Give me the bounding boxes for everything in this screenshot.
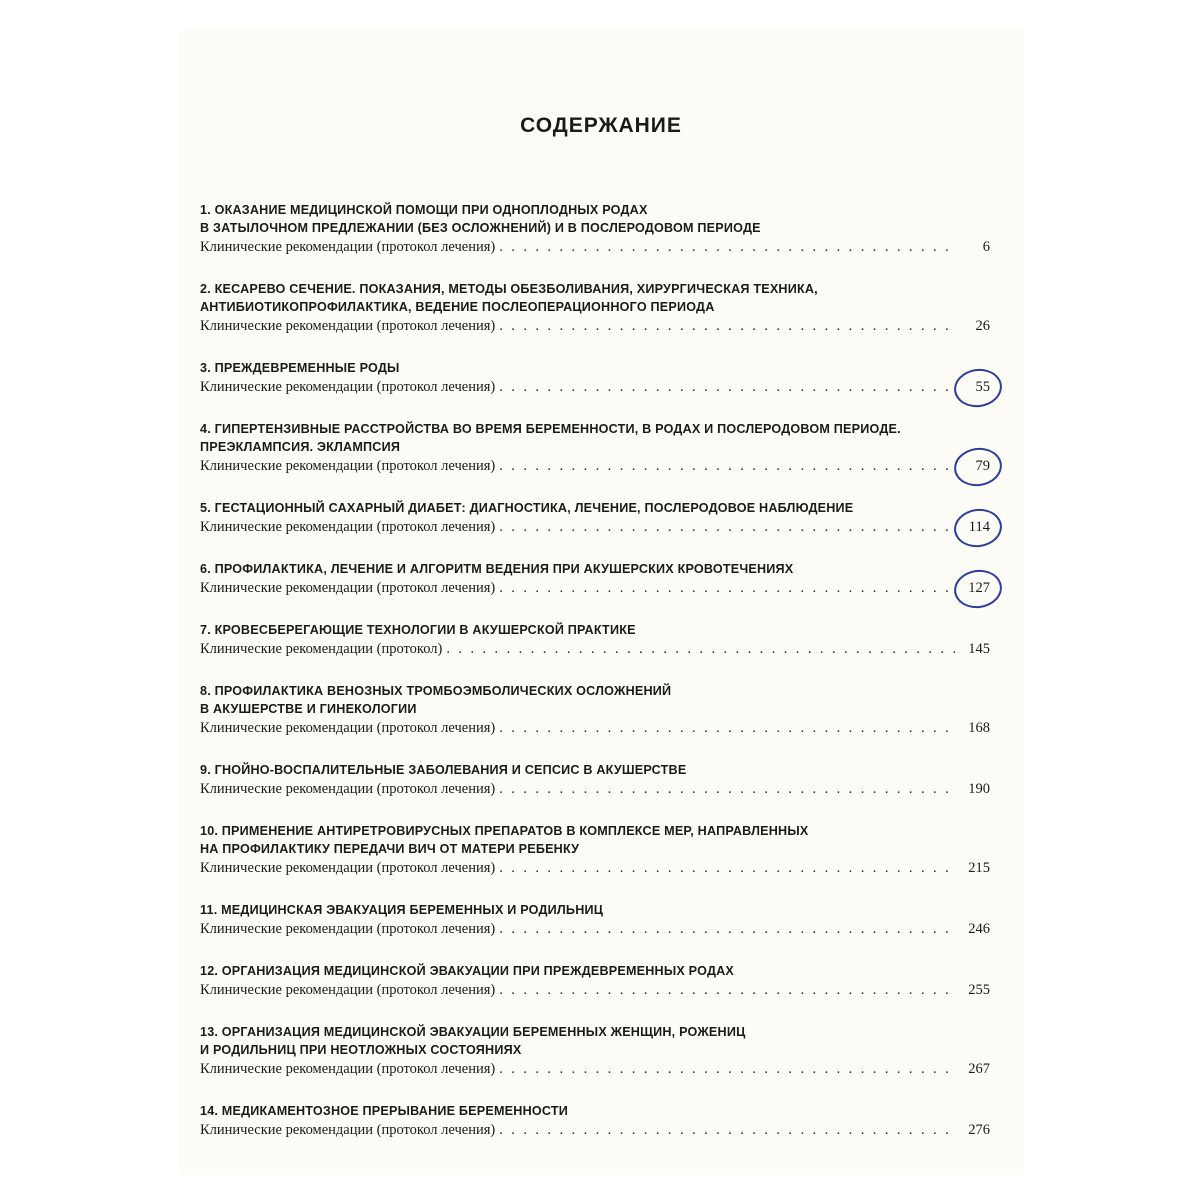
toc-heading-line: 5. ГЕСТАЦИОННЫЙ САХАРНЫЙ ДИАБЕТ: ДИАГНОСТИКА, ЛЕЧЕНИЕ, ПОСЛЕРОДОВОЕ НАБЛЮДЕНИЕ bbox=[200, 501, 854, 515]
toc-subtitle: Клинические рекомендации (протокол лечения) bbox=[200, 781, 496, 797]
toc-page-number: 190 bbox=[968, 781, 990, 797]
toc-dot-leader bbox=[499, 456, 957, 476]
toc-entry-heading bbox=[200, 901, 990, 919]
toc-dot-leader bbox=[499, 578, 957, 598]
toc-heading-line: И РОДИЛЬНИЦ ПРИ НЕОТЛОЖНЫХ СОСТОЯНИЯХ bbox=[200, 1043, 522, 1057]
toc-entry-heading bbox=[200, 682, 990, 718]
toc-dot-leader bbox=[499, 377, 957, 397]
toc-entry-heading bbox=[200, 621, 990, 639]
toc-page-number: 276 bbox=[968, 1122, 990, 1138]
toc-dot-leader bbox=[499, 718, 957, 738]
toc-entry bbox=[200, 962, 990, 1000]
toc-heading-line: В ЗАТЫЛОЧНОМ ПРЕДЛЕЖАНИИ (БЕЗ ОСЛОЖНЕНИЙ) И В ПОСЛЕРОДОВОМ ПЕРИОДЕ bbox=[200, 221, 761, 235]
toc-entry bbox=[200, 499, 990, 537]
toc-heading-line: 13. ОРГАНИЗАЦИЯ МЕДИЦИНСКОЙ ЭВАКУАЦИИ БЕРЕМЕННЫХ ЖЕНЩИН, РОЖЕНИЦ bbox=[200, 1025, 746, 1039]
toc-leader-row bbox=[200, 858, 990, 878]
toc-page-number: 6 bbox=[982, 239, 990, 255]
toc-heading-line: 1. ОКАЗАНИЕ МЕДИЦИНСКОЙ ПОМОЩИ ПРИ ОДНОПЛОДНЫХ РОДАХ bbox=[200, 203, 648, 217]
toc-subtitle: Клинические рекомендации (протокол лечения) bbox=[200, 1122, 496, 1138]
toc-entry bbox=[200, 761, 990, 799]
toc-entry bbox=[200, 901, 990, 939]
toc-heading-line: 6. ПРОФИЛАКТИКА, ЛЕЧЕНИЕ И АЛГОРИТМ ВЕДЕНИЯ ПРИ АКУШЕРСКИХ КРОВОТЕЧЕНИЯХ bbox=[200, 562, 794, 576]
toc-entry-heading bbox=[200, 359, 990, 377]
toc-heading-line: АНТИБИОТИКОПРОФИЛАКТИКА, ВЕДЕНИЕ ПОСЛЕОПЕРАЦИОННОГО ПЕРИОДА bbox=[200, 300, 715, 314]
toc-entry bbox=[200, 682, 990, 738]
toc-page-number: 168 bbox=[968, 720, 990, 736]
toc-leader-row bbox=[200, 919, 990, 939]
toc-entry-heading bbox=[200, 280, 990, 316]
table-of-contents bbox=[200, 201, 990, 1163]
toc-entry-heading bbox=[200, 420, 990, 456]
toc-entry bbox=[200, 201, 990, 257]
toc-leader-row bbox=[200, 456, 990, 476]
toc-dot-leader bbox=[499, 517, 957, 537]
toc-leader-row bbox=[200, 1059, 990, 1079]
toc-page-number: 267 bbox=[968, 1061, 990, 1077]
toc-subtitle: Клинические рекомендации (протокол лечения) bbox=[200, 519, 496, 535]
toc-dot-leader bbox=[499, 779, 957, 799]
toc-subtitle: Клинические рекомендации (протокол лечения) bbox=[200, 1061, 496, 1077]
toc-subtitle: Клинические рекомендации (протокол лечения) bbox=[200, 580, 496, 596]
toc-heading-line: 14. МЕДИКАМЕНТОЗНОЕ ПРЕРЫВАНИЕ БЕРЕМЕННОСТИ bbox=[200, 1104, 568, 1118]
toc-page-number: 215 bbox=[968, 860, 990, 876]
toc-subtitle: Клинические рекомендации (протокол лечения) bbox=[200, 318, 496, 334]
toc-entry-heading bbox=[200, 761, 990, 779]
toc-dot-leader bbox=[499, 1059, 957, 1079]
toc-entry bbox=[200, 420, 990, 476]
toc-leader-row bbox=[200, 517, 990, 537]
toc-subtitle: Клинические рекомендации (протокол лечения) bbox=[200, 982, 496, 998]
toc-entry bbox=[200, 1023, 990, 1079]
toc-page-number: 26 bbox=[975, 318, 990, 334]
toc-entry bbox=[200, 560, 990, 598]
toc-heading-line: 4. ГИПЕРТЕНЗИВНЫЕ РАССТРОЙСТВА ВО ВРЕМЯ БЕРЕМЕННОСТИ, В РОДАХ И ПОСЛЕРОДОВОМ ПЕРИОДЕ. bbox=[200, 422, 901, 436]
toc-dot-leader bbox=[499, 237, 957, 257]
toc-page-number: 255 bbox=[968, 982, 990, 998]
toc-dot-leader bbox=[499, 316, 957, 336]
toc-heading-line: 11. МЕДИЦИНСКАЯ ЭВАКУАЦИЯ БЕРЕМЕННЫХ И РОДИЛЬНИЦ bbox=[200, 903, 604, 917]
toc-page-number-circled: 114 bbox=[960, 517, 990, 537]
toc-subtitle: Клинические рекомендации (протокол лечения) bbox=[200, 921, 496, 937]
toc-heading-line: В АКУШЕРСТВЕ И ГИНЕКОЛОГИИ bbox=[200, 702, 417, 716]
toc-leader-row bbox=[200, 1120, 990, 1140]
toc-page-number-circled: 127 bbox=[960, 578, 990, 598]
toc-subtitle: Клинические рекомендации (протокол лечения) bbox=[200, 720, 496, 736]
toc-heading-line: 2. КЕСАРЕВО СЕЧЕНИЕ. ПОКАЗАНИЯ, МЕТОДЫ ОБЕЗБОЛИВАНИЯ, ХИРУРГИЧЕСКАЯ ТЕХНИКА, bbox=[200, 282, 818, 296]
toc-heading-line: ПРЕЭКЛАМПСИЯ. ЭКЛАМПСИЯ bbox=[200, 440, 401, 454]
document-page bbox=[178, 30, 1024, 1175]
toc-entry-heading bbox=[200, 499, 990, 517]
toc-entry-heading bbox=[200, 962, 990, 980]
toc-page-number: 246 bbox=[968, 921, 990, 937]
toc-subtitle: Клинические рекомендации (протокол лечения) bbox=[200, 860, 496, 876]
toc-leader-row bbox=[200, 718, 990, 738]
toc-entry-heading bbox=[200, 1023, 990, 1059]
toc-page-number-circled: 55 bbox=[960, 377, 990, 397]
toc-entry-heading bbox=[200, 822, 990, 858]
toc-dot-leader bbox=[446, 639, 957, 659]
toc-subtitle: Клинические рекомендации (протокол лечения) bbox=[200, 458, 496, 474]
toc-leader-row bbox=[200, 377, 990, 397]
toc-dot-leader bbox=[499, 980, 957, 1000]
toc-entry bbox=[200, 280, 990, 336]
toc-leader-row bbox=[200, 578, 990, 598]
toc-heading-line: 7. КРОВЕСБЕРЕГАЮЩИЕ ТЕХНОЛОГИИ В АКУШЕРСКОЙ ПРАКТИКЕ bbox=[200, 623, 636, 637]
toc-leader-row bbox=[200, 237, 990, 257]
toc-entry bbox=[200, 359, 990, 397]
toc-heading-line: 8. ПРОФИЛАКТИКА ВЕНОЗНЫХ ТРОМБОЭМБОЛИЧЕСКИХ ОСЛОЖНЕНИЙ bbox=[200, 684, 672, 698]
toc-entry bbox=[200, 1102, 990, 1140]
toc-entry-heading bbox=[200, 1102, 990, 1120]
toc-leader-row bbox=[200, 316, 990, 336]
toc-page-number: 145 bbox=[968, 641, 990, 657]
toc-entry-heading bbox=[200, 560, 990, 578]
page-title: СОДЕРЖАНИЕ bbox=[520, 114, 682, 137]
toc-page-number-circled: 79 bbox=[960, 456, 990, 476]
toc-heading-line: 3. ПРЕЖДЕВРЕМЕННЫЕ РОДЫ bbox=[200, 361, 400, 375]
toc-leader-row bbox=[200, 639, 990, 659]
toc-entry-heading bbox=[200, 201, 990, 237]
toc-subtitle: Клинические рекомендации (протокол лечения) bbox=[200, 379, 496, 395]
toc-heading-line: 10. ПРИМЕНЕНИЕ АНТИРЕТРОВИРУСНЫХ ПРЕПАРАТОВ В КОМПЛЕКСЕ МЕР, НАПРАВЛЕННЫХ bbox=[200, 824, 809, 838]
toc-heading-line: 9. ГНОЙНО-ВОСПАЛИТЕЛЬНЫЕ ЗАБОЛЕВАНИЯ И СЕПСИС В АКУШЕРСТВЕ bbox=[200, 763, 687, 777]
toc-leader-row bbox=[200, 779, 990, 799]
toc-leader-row bbox=[200, 980, 990, 1000]
toc-subtitle: Клинические рекомендации (протокол) bbox=[200, 641, 443, 657]
toc-entry bbox=[200, 822, 990, 878]
toc-dot-leader bbox=[499, 919, 957, 939]
toc-heading-line: НА ПРОФИЛАКТИКУ ПЕРЕДАЧИ ВИЧ ОТ МАТЕРИ РЕБЕНКУ bbox=[200, 842, 580, 856]
toc-entry bbox=[200, 621, 990, 659]
toc-dot-leader bbox=[499, 1120, 957, 1140]
toc-heading-line: 12. ОРГАНИЗАЦИЯ МЕДИЦИНСКОЙ ЭВАКУАЦИИ ПРИ ПРЕЖДЕВРЕМЕННЫХ РОДАХ bbox=[200, 964, 735, 978]
toc-dot-leader bbox=[499, 858, 957, 878]
toc-subtitle: Клинические рекомендации (протокол лечения) bbox=[200, 239, 496, 255]
